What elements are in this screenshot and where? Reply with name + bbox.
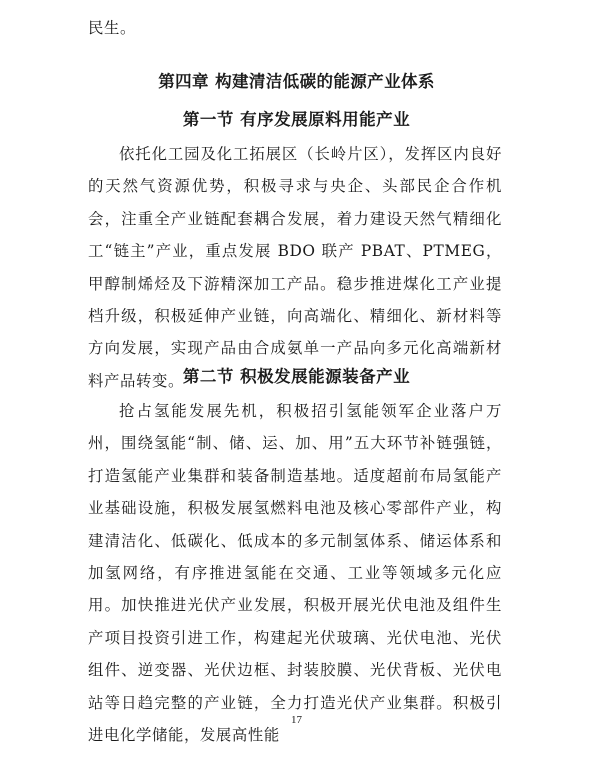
continuation-text: 民生。 [88, 19, 136, 37]
section-1-paragraph: 依托化工园及化工拓展区（长岭片区），发挥区内良好的天然气资源优势，积极寻求与央企、头部民企合作机会，注重全产业链配套耦合发展，着力建设天然气精细化工“链主”产业，重点发展 BDO 联产 PBAT、PTMEG，甲醇制烯烃及下游精深加工产品。稳步推进煤化工产业提档升级，积极延伸产业链，向高端化、精细化、新材料等方向发展，实现产品由合成氨单一产品向多元化高端新材料产品转变。 [88, 145, 502, 390]
section-title-1: 第一节 有序发展原料用能产业 [182, 110, 411, 129]
page-number: 17 [291, 714, 302, 726]
section-2-paragraph: 抢占氢能发展先机，积极招引氢能领军企业落户万州，围绕氢能“制、储、运、加、用”五大环节补链强链，打造氢能产业集群和装备制造基地。适度超前布局氢能产业基础设施，积极发展氢燃料电池及核心零部件产业，构建清洁化、低碳化、低成本的多元制氢体系、储运体系和加氢网络，有序推进氢能在交通、工业等领域多元化应用。加快推进光伏产业发展，积极开展光伏电池及组件生产项目投资引进工作，构建起光伏玻璃、光伏电池、光伏组件、逆变器、光伏边框、封装胶膜、光伏背板、光伏电站等日趋完整的产业链，全力打造光伏产业集群。积极引进电化学储能，发展高性能 [88, 402, 502, 745]
chapter-title: 第四章 构建清洁低碳的能源产业体系 [158, 72, 435, 91]
section-title-2: 第二节 积极发展能源装备产业 [182, 367, 411, 386]
